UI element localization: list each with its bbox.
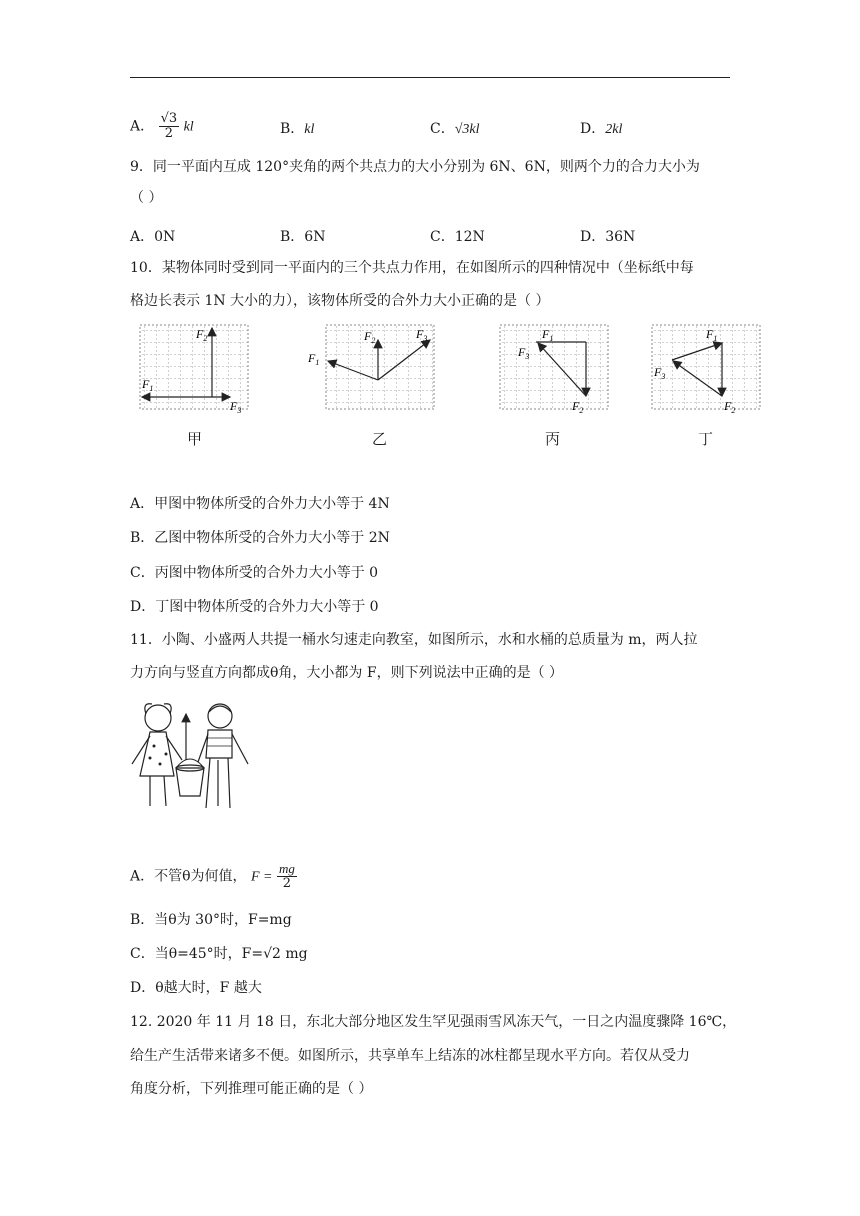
option-text: A．不管θ为何值， (130, 868, 247, 885)
q8-option-c[interactable] (430, 118, 480, 138)
svg-text:F1: $F_1$ (706, 327, 718, 343)
formula-lhs: F = (251, 869, 273, 885)
svg-text:F3: $F_3$ (230, 399, 242, 415)
svg-text:F3: $F_3$ (518, 345, 530, 361)
caption-ding: 丁 (698, 430, 714, 448)
svg-text:F3: $F_3$ (416, 327, 428, 343)
fraction-numerator: mg (278, 861, 295, 876)
fraction-numerator: √3 (160, 111, 178, 126)
q10-stem-line1: 10．某物体同时受到同一平面内的三个共点力作用，在如图所示的四种情况中（坐标纸中每 (130, 260, 694, 276)
q9-option-c[interactable]: C．12N (430, 229, 485, 245)
svg-text:F1: $F_1$ (542, 327, 554, 343)
svg-text:F2: $F_2$ (572, 399, 584, 415)
option-label: C． (430, 121, 455, 137)
q12-line3: 角度分析，下列推理可能正确的是（ ） (130, 1081, 373, 1097)
option-label: B． (280, 121, 305, 137)
q10-option-d[interactable]: D．丁图中物体所受的合外力大小等于 0 (130, 599, 379, 615)
fraction (277, 862, 297, 891)
caption-bing: 丙 (545, 430, 561, 448)
header-rule (130, 77, 730, 78)
caption-jia: 甲 (187, 430, 203, 448)
q11-illustration (128, 698, 252, 816)
q9-option-a[interactable]: A．0N (130, 229, 176, 245)
fraction-denominator: 2 (282, 876, 292, 891)
caption-yi: 乙 (372, 430, 388, 448)
q11-option-d[interactable]: D．θ越大时，F 越大 (130, 980, 262, 996)
svg-text:F2: $F_2$ (364, 329, 376, 345)
fraction (159, 112, 180, 141)
svg-text:F1: $F_1$ (142, 377, 154, 393)
q11-option-c[interactable]: C．当θ=45°时，F=√2 mg (130, 946, 308, 962)
q10-option-a[interactable]: A．甲图中物体所受的合外力大小等于 4N (130, 496, 390, 512)
option-label: D． (580, 121, 606, 137)
q10-stem-line2: 格边长表示 1N 大小的力），该物体所受的合外力大小正确的是（ ） (130, 293, 550, 309)
figure-ding (652, 325, 760, 415)
q11-option-b[interactable]: B．当θ为 30°时，F=mg (130, 912, 292, 928)
q9-answer-paren: （ ） (130, 190, 163, 206)
q12-line1: 12. 2020 年 11 月 18 日，东北大部分地区发生罕见强雨雪风冻天气，一日之内温度骤降 16℃， (130, 1014, 737, 1030)
q9-option-b[interactable]: B．6N (280, 229, 326, 245)
q9-stem: 9．同一平面内互成 120°夹角的两个共点力的大小分别为 6N、6N，则两个力的合力大小为 (130, 159, 700, 175)
figure-jia (140, 325, 248, 415)
option-value: kl (304, 122, 315, 137)
figure-bing (500, 325, 608, 415)
svg-text:F1: $F_1$ (308, 351, 320, 367)
option-value: 2kl (605, 122, 623, 137)
q9-option-d[interactable]: D．36N (580, 229, 636, 245)
option-value: √3kl (454, 122, 480, 137)
option-label: A． (130, 118, 155, 135)
option-value: kl (183, 119, 194, 135)
q8-option-b[interactable] (280, 118, 314, 138)
fraction-denominator: 2 (164, 126, 173, 141)
svg-text:F2: $F_2$ (196, 327, 208, 343)
svg-text:F3: $F_3$ (654, 365, 666, 381)
q11-stem-line2: 力方向与竖直方向都成θ角，大小都为 F，则下列说法中正确的是（ ） (130, 665, 564, 681)
q8-option-d[interactable] (580, 118, 622, 138)
q10-option-b[interactable]: B．乙图中物体所受的合外力大小等于 2N (130, 530, 390, 546)
q12-line2: 给生产生活带来诸多不便。如图所示，共享单车上结冻的冰柱都呈现水平方向。若仅从受力 (130, 1048, 690, 1064)
q10-figures (120, 318, 780, 418)
svg-text:F2: $F_2$ (724, 399, 736, 415)
q11-stem-line1: 11．小陶、小盛两人共提一桶水匀速走向教室，如图所示，水和水桶的总质量为 m，两人拉 (130, 632, 698, 648)
q10-option-c[interactable]: C．丙图中物体所受的合外力大小等于 0 (130, 565, 379, 581)
figure-yi (307, 325, 434, 409)
q11-option-a[interactable] (130, 862, 297, 891)
q8-option-a[interactable] (130, 112, 194, 141)
